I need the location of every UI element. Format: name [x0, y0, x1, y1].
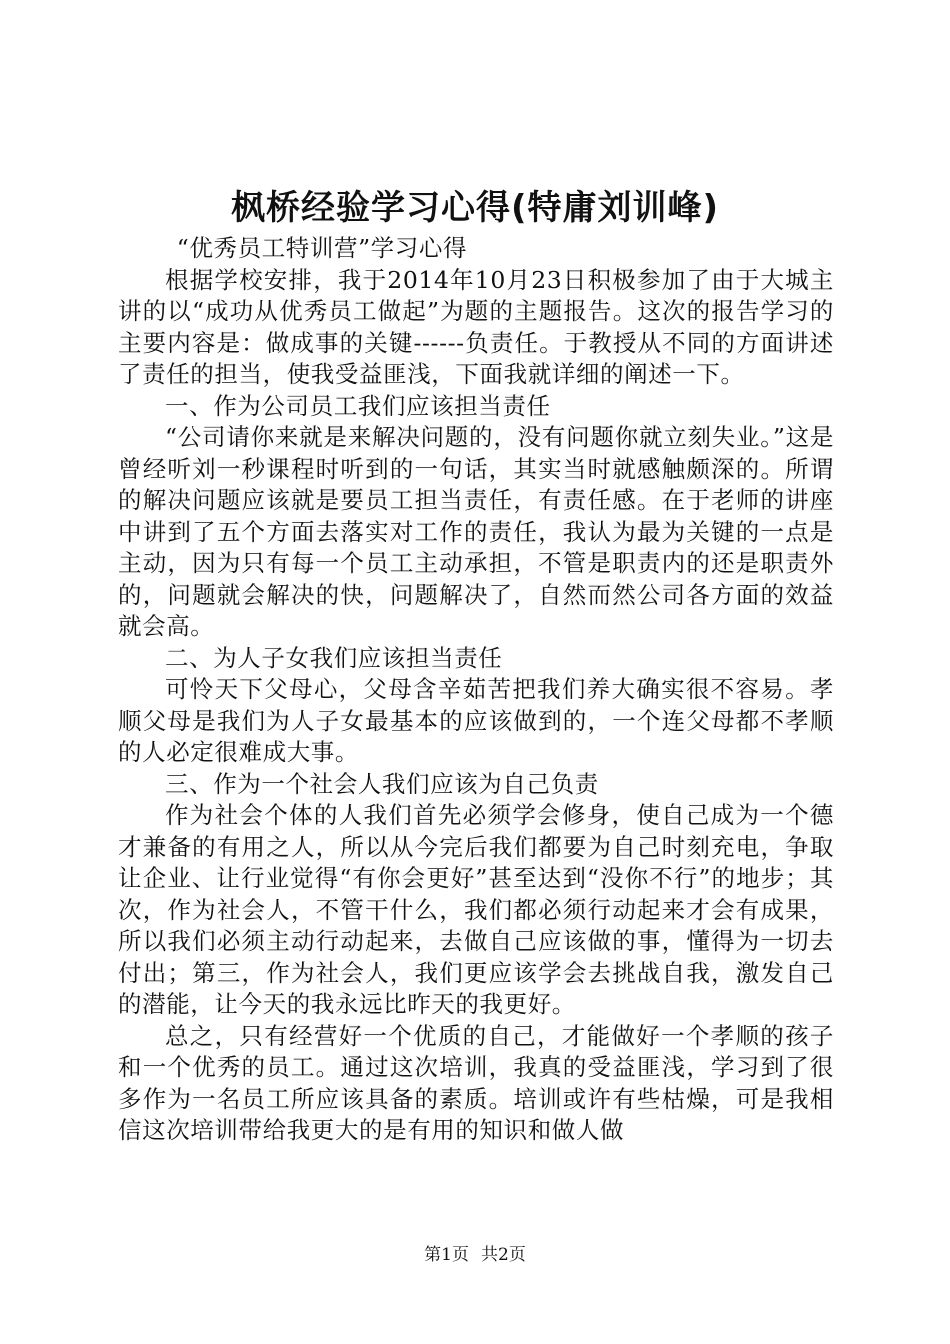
section-heading-2: 二、为人子女我们应该担当责任	[165, 643, 503, 672]
document-title: 枫桥经验学习心得(特庸刘训峰)	[230, 188, 720, 228]
intro-paragraph: 根据学校安排，我于2014年10月23日积极参加了由于大城主讲的以“成功从优秀员工做起”为题的主题报告。这次的报告学习的主要内容是：做成事的关键------负责任。于教授从不同的方面讲述了责任的担当，使我受益匪浅，下面我就详细的阐述一下。	[118, 265, 834, 388]
page-footer	[0, 1243, 950, 1267]
section-paragraph-2: 可怜天下父母心，父母含辛茹苦把我们养大确实很不容易。孝顺父母是我们为人子女最基本的应该做到的，一个连父母都不孝顺的人必定很难成大事。	[118, 675, 834, 766]
document-body	[118, 233, 834, 1147]
page-total: 共2页	[481, 1245, 526, 1265]
section-heading-3: 三、作为一个社会人我们应该为自己负责	[165, 769, 599, 798]
section-paragraph-3: 作为社会个体的人我们首先必须学会修身，使自己成为一个德才兼备的有用之人，所以从今完后我们都要为自己时刻充电，争取让企业、让行业觉得“有你会更好”甚至达到“没你不行”的地步；其次，作为社会人，不管干什么，我们都必须行动起来才会有成果，所以我们必须主动行动起来，去做自己应该做的事，懂得为一切去付出；第三，作为社会人，我们更应该学会去挑战自我，激发自己的潜能，让今天的我永远比昨天的我更好。	[118, 801, 834, 1018]
conclusion-paragraph: 总之，只有经营好一个优质的自己，才能做好一个孝顺的孩子和一个优秀的员工。通过这次培训，我真的受益匪浅，学习到了很多作为一名员工所应该具备的素质。培训或许有些枯燥，可是我相信这次培训带给我更大的是有用的知识和做人做	[118, 1021, 834, 1144]
page-number: 第1页	[424, 1245, 469, 1265]
section-heading-1: 一、作为公司员工我们应该担当责任	[165, 391, 551, 420]
section-paragraph-1: “公司请你来就是来解决问题的，没有问题你就立刻失业。”这是曾经听刘一秒课程时听到的一句话，其实当时就感触颇深的。所谓的解决问题应该就是要员工担当责任，有责任感。在于老师的讲座中讲到了五个方面去落实对工作的责任，我认为最为关键的一点是主动，因为只有每一个员工主动承担，不管是职责内的还是职责外的，问题就会解决的快，问题解决了，自然而然公司各方面的效益就会高。	[118, 423, 834, 640]
subtitle-paragraph: “优秀员工特训营”学习心得	[176, 234, 468, 262]
